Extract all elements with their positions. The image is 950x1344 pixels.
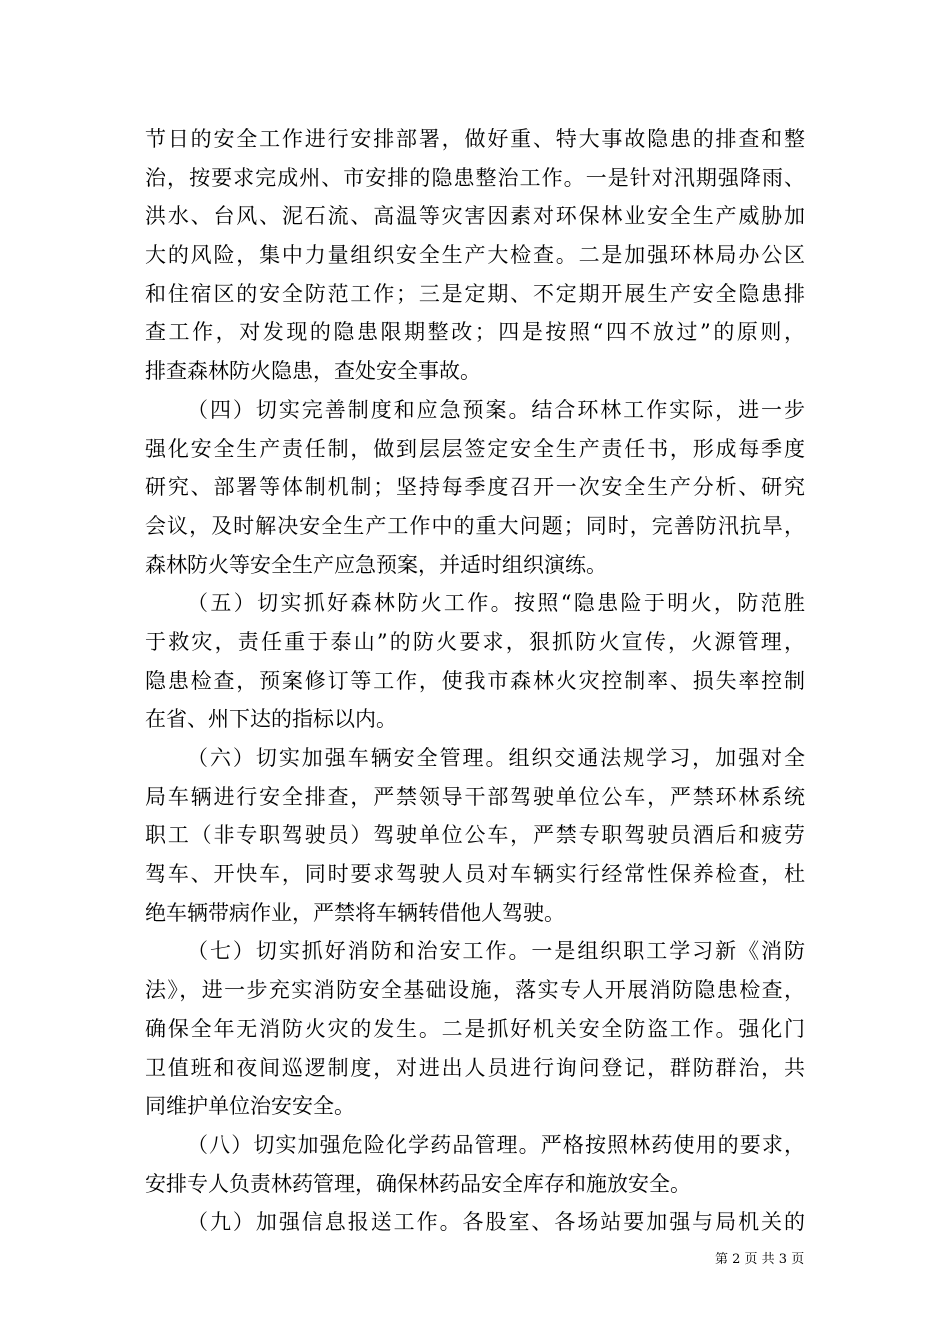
text-line: 卫值班和夜间巡逻制度，对进出人员进行询问登记，群防群治，共 — [145, 1055, 805, 1080]
text-line: 和住宿区的安全防范工作；三是定期、不定期开展生产安全隐患排 — [145, 281, 805, 306]
text-line: 节日的安全工作进行安排部署，做好重、特大事故隐患的排查和整 — [145, 127, 805, 151]
text-line: 安排专人负责林药管理，确保林药品安全库存和施放安全。 — [145, 1171, 691, 1196]
text-line: 洪水、台风、泥石流、高温等灾害因素对环保林业安全生产威胁加 — [145, 204, 805, 229]
text-line: （八）切实加强危险化学药品管理。严格按照林药使用的要求， — [187, 1132, 805, 1157]
page-number: 第 2 页 共 3 页 — [715, 1252, 805, 1267]
text-line: （四）切实完善制度和应急预案。结合环林工作实际，进一步 — [187, 397, 805, 422]
text-line: 驾车、开快车，同时要求驾驶人员对车辆实行经常性保养检查，杜 — [145, 862, 805, 887]
text-line: （七）切实抓好消防和治安工作。一是组织职工学习新《消防 — [187, 939, 805, 964]
text-line: 确保全年无消防火灾的发生。二是抓好机关安全防盗工作。强化门 — [145, 1016, 805, 1041]
text-line: 治，按要求完成州、市安排的隐患整治工作。一是针对汛期强降雨、 — [145, 165, 805, 190]
text-line: 排查森林防火隐患，查处安全事故。 — [145, 359, 481, 384]
text-line: 会议，及时解决安全生产工作中的重大问题；同时，完善防汛抗旱， — [145, 513, 805, 538]
text-line: 局车辆进行安全排查，严禁领导干部驾驶单位公车，严禁环林系统 — [145, 784, 805, 809]
text-line: 于救灾，责任重于泰山”的防火要求，狠抓防火宣传，火源管理， — [145, 629, 805, 654]
text-line: 隐患检查，预案修订等工作，使我市森林火灾控制率、损失率控制 — [145, 668, 805, 693]
text-line: （九）加强信息报送工作。各股室、各场站要加强与局机关的 — [187, 1210, 805, 1235]
text-line: 职工（非专职驾驶员）驾驶单位公车，严禁专职驾驶员酒后和疲劳 — [145, 823, 805, 848]
text-line: 法》，进一步充实消防安全基础设施，落实专人开展消防隐患检查， — [145, 978, 805, 1003]
text-line: 大的风险，集中力量组织安全生产大检查。二是加强环林局办公区 — [145, 243, 805, 268]
text-line: 森林防火等安全生产应急预案，并适时组织演练。 — [145, 552, 607, 577]
text-line: 绝车辆带病作业，严禁将车辆转借他人驾驶。 — [145, 900, 565, 925]
document-body — [145, 120, 805, 1242]
text-line: 强化安全生产责任制，做到层层签定安全生产责任书，形成每季度 — [145, 436, 805, 461]
text-line: （五）切实抓好森林防火工作。按照“隐患险于明火，防范胜 — [187, 591, 805, 616]
text-line: 研究、部署等体制机制；坚持每季度召开一次安全生产分析、研究 — [145, 475, 805, 500]
text-line: （六）切实加强车辆安全管理。组织交通法规学习，加强对全 — [187, 746, 805, 770]
text-line: 查工作，对发现的隐患限期整改；四是按照“四不放过”的原则， — [145, 320, 805, 345]
text-line: 同维护单位治安安全。 — [145, 1094, 355, 1119]
text-line: 在省、州下达的指标以内。 — [145, 707, 397, 732]
